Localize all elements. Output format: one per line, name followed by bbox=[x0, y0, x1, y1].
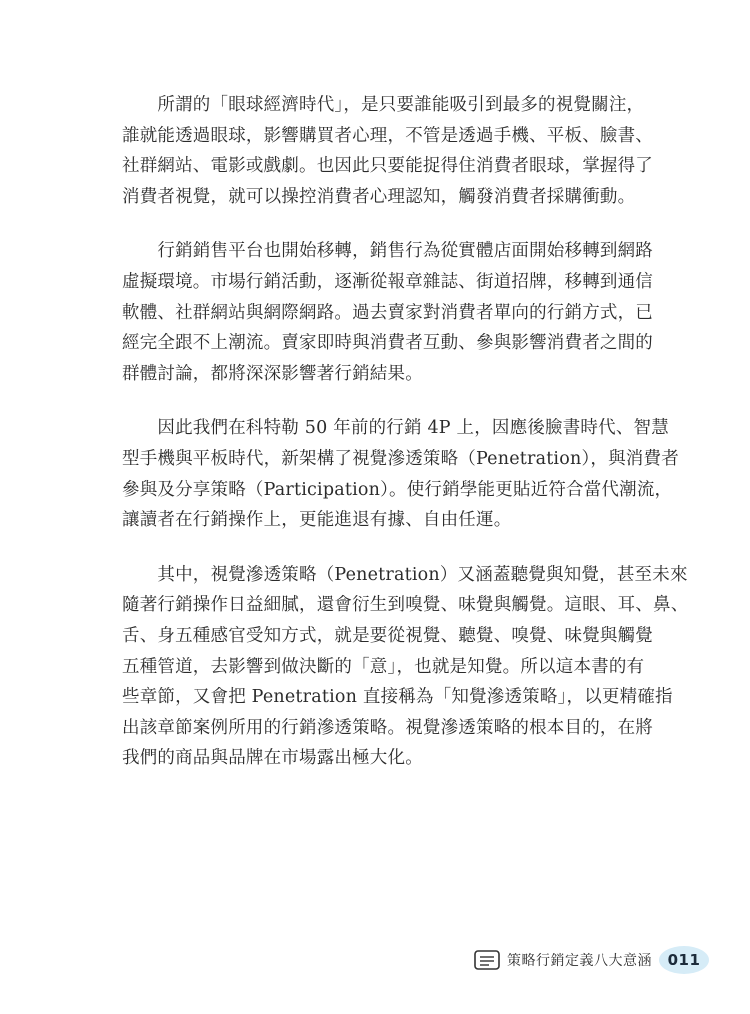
text-line: 軟體、社群網站與網際網路。過去賣家對消費者單向的行銷方式，已 bbox=[122, 302, 653, 323]
text-line: 些章節，又會把 Penetration 直接稱為「知覺滲透策略」，以更精確指 bbox=[122, 687, 673, 708]
paragraph-3 bbox=[122, 413, 679, 535]
paragraph-2 bbox=[122, 236, 653, 389]
paragraph-1 bbox=[122, 90, 653, 212]
body-text bbox=[122, 90, 689, 798]
text-line: 五種管道，去影響到做決斷的「意」，也就是知覺。所以這本書的有 bbox=[122, 656, 645, 677]
text-line: 所謂的「眼球經濟時代」，是只要誰能吸引到最多的視覺關注， bbox=[122, 95, 645, 115]
text-line: 其中，視覺滲透策略（Penetration）又涵蓋聽覺與知覺，甚至未來 bbox=[122, 564, 688, 585]
text-line: 型手機與平板時代，新架構了視覺滲透策略（Penetration），與消費者 bbox=[122, 448, 679, 469]
text-line: 群體討論，都將深深影響著行銷結果。 bbox=[122, 363, 423, 384]
chapter-title: 策略行銷定義八大意涵 bbox=[507, 953, 652, 969]
text-line: 我們的商品與品牌在市場露出極大化。 bbox=[122, 748, 423, 769]
text-line: 消費者視覺，就可以操控消費者心理認知，觸發消費者採購衝動。 bbox=[122, 186, 636, 207]
text-line: 參與及分享策略（Participation）。使行銷學能更貼近符合當代潮流， bbox=[122, 479, 673, 500]
notebook-icon bbox=[473, 949, 501, 971]
text-line: 隨著行銷操作日益細膩，還會衍生到嗅覺、味覺與觸覺。這眼、耳、鼻、 bbox=[122, 595, 689, 616]
text-line: 讓讀者在行銷操作上，更能進退有據、自由任運。 bbox=[122, 510, 512, 531]
page-footer bbox=[473, 943, 710, 977]
paragraph-4 bbox=[122, 560, 689, 774]
text-line: 因此我們在科特勒 50 年前的行銷 4P 上，因應後臉書時代、智慧 bbox=[122, 418, 669, 439]
text-line: 出該章節案例所用的行銷滲透策略。視覺滲透策略的根本目的，在將 bbox=[122, 717, 653, 738]
page-number: 011 bbox=[667, 951, 701, 969]
text-line: 誰就能透過眼球，影響購買者心理，不管是透過手機、平板、臉書、 bbox=[122, 125, 653, 146]
text-line: 經完全跟不上潮流。賣家即時與消費者互動、參與影響消費者之間的 bbox=[122, 333, 653, 354]
text-line: 舌、身五種感官受知方式，就是要從視覺、聽覺、嗅覺、味覺與觸覺 bbox=[122, 625, 653, 646]
text-line: 行銷銷售平台也開始移轉，銷售行為從實體店面開始移轉到網路 bbox=[122, 241, 653, 262]
text-line: 社群網站、電影或戲劇。也因此只要能捉得住消費者眼球，掌握得了 bbox=[122, 156, 653, 177]
page-number-badge bbox=[658, 945, 710, 975]
text-line: 虛擬環境。市場行銷活動，逐漸從報章雜誌、街道招牌，移轉到通信 bbox=[122, 271, 653, 292]
